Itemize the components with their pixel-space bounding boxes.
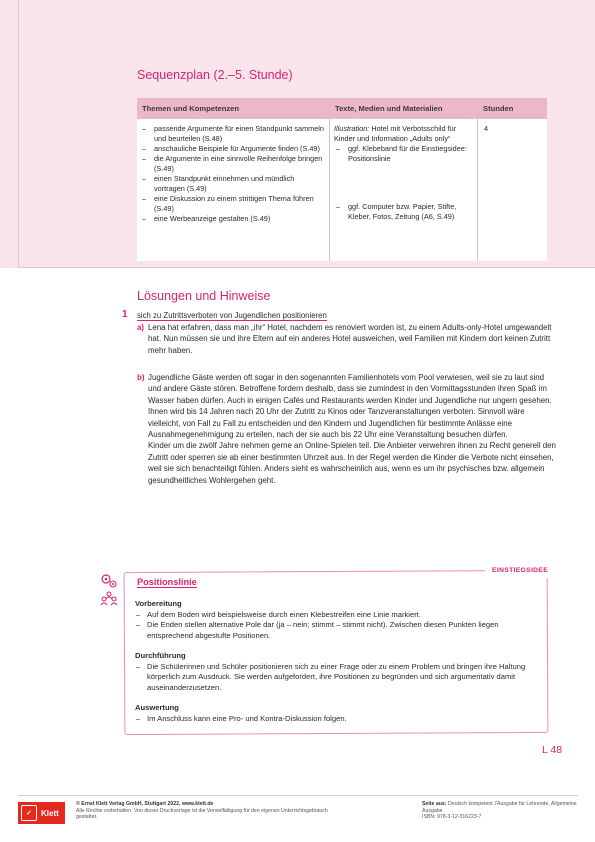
band-bottom-rule bbox=[18, 267, 595, 268]
footer-isbn: ISBN: 978-3-12-316223-7 bbox=[422, 814, 482, 821]
section-heading: Durchführung bbox=[135, 651, 186, 660]
media-item: – ggf. Klebeband für die Einstiegsidee: Positionslinie bbox=[334, 144, 474, 164]
table-divider bbox=[329, 98, 330, 261]
band-left-rule bbox=[18, 0, 19, 268]
table-divider bbox=[477, 98, 478, 261]
theme-item: – einen Standpunkt einnehmen und mündlich vortragen (S.49) bbox=[140, 174, 326, 194]
hours-cell: 4 bbox=[484, 124, 489, 133]
sequence-plan-title: Sequenzplan (2.–5. Stunde) bbox=[137, 68, 293, 82]
gears-people-icon bbox=[100, 573, 118, 613]
section-item: – Die Schülerinnen und Schüler positionieren sich zu einer Frage oder zu einem Problem und bringen ihre Haltung körperlich zum Ausdruck. Sie werden aufgefordert, ihre Positionen zu begründen und sich argumentativ damit auseinanderzusetzen. bbox=[135, 662, 540, 694]
answer-b-text-1: Jugendliche Gäste werden oft sogar in den sogenannten Familienhotels vom Pool verwiesen, weil sie zu laut sind und andere Gäste stören. Betroffene fordern deshalb, dass sie zumindest in den Vormittagsstunden ihren Spaß im Wasser haben dürfen. Auch in einigen Cafés und Restaurants werden Kinder und Jugendliche nur ungern gesehen. Ihnen wird bis 14 Jahren nach 20 Uhr der Zutritt zu Kinos oder Tanzveranstaltungen verboten. Sinnvoll wäre vielleicht, von Fall zu Fall zu entscheiden und den Kindern und Jugendlichen für bestimmte Anlässe eine Ausnahmegenehmigung zu erteilen, nach der sie auch bis 22 Uhr eine Veranstaltung besuchen dürfen. bbox=[148, 373, 552, 440]
theme-item: – eine Diskussion zu einem strittigen Thema führen (S.49) bbox=[140, 194, 326, 214]
footer-source-title: Deutsch kompetent 7Ausgabe für Lehrende, Allgemeine Ausgabe bbox=[422, 801, 577, 814]
footer-source bbox=[422, 801, 582, 821]
media-illustration-label: Illustration: bbox=[334, 124, 370, 133]
themes-cell bbox=[140, 124, 326, 224]
idea-section-evaluation bbox=[135, 703, 540, 724]
section-item: – Die Enden stellen alternative Pole dar (ja – nein; stimmt – stimmt nicht). Zwischen diesen Punkten liegen entsprechend abgestufte Positionen. bbox=[135, 620, 540, 641]
klett-logo bbox=[18, 802, 65, 824]
table-header-media: Texte, Medien und Materialien bbox=[330, 98, 477, 119]
idea-section-preparation bbox=[135, 599, 540, 641]
section-heading: Auswertung bbox=[135, 703, 179, 712]
media-item: – ggf. Computer bzw. Papier, Stifte, Kleber, Fotos, Zeitung (A6, S.49) bbox=[334, 202, 474, 222]
answer-b-text-2: Kinder um die zwölf Jahre nehmen gerne an Online-Spielen teil. Die Anbieter verwehren ihnen zu Recht generell den Zutritt oder sperren sie ab einer bestimmten Uhrzeit aus. In der Regel werden die Kinder die Verbote nicht einsehen, weil sie sich benachteiligt fühlen. Anders sieht es wahrscheinlich aus, wenn es um ihr psychisches bzw. allgemein gesundheitliches Wohlergehen geht. bbox=[148, 441, 556, 485]
idea-section-execution bbox=[135, 651, 540, 693]
section-item: – Im Anschluss kann eine Pro- und Kontra-Diskussion folgen. bbox=[135, 714, 540, 725]
task-number: 1 bbox=[122, 309, 128, 320]
idea-title bbox=[137, 577, 197, 587]
theme-item: – anschauliche Beispiele für Argumente finden (S.49) bbox=[140, 144, 326, 154]
answer-b bbox=[137, 372, 557, 486]
footer-source-label: Seite aus: bbox=[422, 801, 447, 807]
klett-logo-word: Klett bbox=[41, 808, 59, 818]
sequence-plan-table bbox=[137, 98, 547, 261]
page-number: L 48 bbox=[542, 744, 563, 756]
footer-copyright bbox=[76, 801, 336, 821]
answer-a-label: a) bbox=[137, 323, 145, 332]
footer-rights: Alle Rechte vorbehalten. Von dieser Druckvorlage ist die Vervielfältigung für den eigenen Unterrichtsgebrauch gestattet. bbox=[76, 807, 328, 821]
answer-a bbox=[137, 322, 557, 356]
solutions-title: Lösungen und Hinweise bbox=[137, 289, 271, 303]
table-header-hours: Stunden bbox=[478, 98, 547, 119]
table-header-themes: Themen und Kompetenzen bbox=[137, 98, 329, 119]
media-cell bbox=[334, 124, 474, 222]
task-title-text: sich zu Zutrittsverboten von Jugendlichen positionieren bbox=[137, 311, 327, 320]
section-heading: Vorbereitung bbox=[135, 599, 182, 608]
answer-b-label: b) bbox=[137, 373, 145, 382]
media-illustration-text: Hotel mit Verbotsschild für Kinder und Information „Adults only“ bbox=[334, 124, 457, 143]
theme-item: – passende Argumente für einen Standpunkt sammeln und beurteilen (S.48) bbox=[140, 124, 326, 144]
task-title bbox=[137, 311, 327, 320]
section-item: – Auf dem Boden wird beispielsweise durch einen Klebestreifen eine Linie markiert. bbox=[135, 610, 540, 621]
media-illustration bbox=[334, 124, 474, 144]
klett-logo-mark: ✓ bbox=[21, 805, 37, 821]
theme-item: – die Argumente in eine sinnvolle Reihenfolge bringen (S.49) bbox=[140, 154, 326, 174]
footer-copyright-line: © Ernst Klett Verlag GmbH, Stuttgart 2022, www.klett.de bbox=[76, 801, 214, 807]
footer-rule bbox=[18, 795, 578, 796]
idea-title-text: Positionslinie bbox=[137, 577, 197, 587]
idea-badge: EINSTIEGSIDEE bbox=[485, 566, 555, 578]
theme-item: – eine Werbeanzeige gestalten (S.49) bbox=[140, 214, 326, 224]
answer-a-text: Lena hat erfahren, dass man „ihr“ Hotel, nachdem es renoviert worden ist, zu einem Adults-only-Hotel umgewandelt hat. Nun müssen sie und ihre Eltern auf ein anderes Hotel ausweichen, weil Familien mit Kindern dort keinen Zutritt mehr haben. bbox=[148, 323, 552, 355]
